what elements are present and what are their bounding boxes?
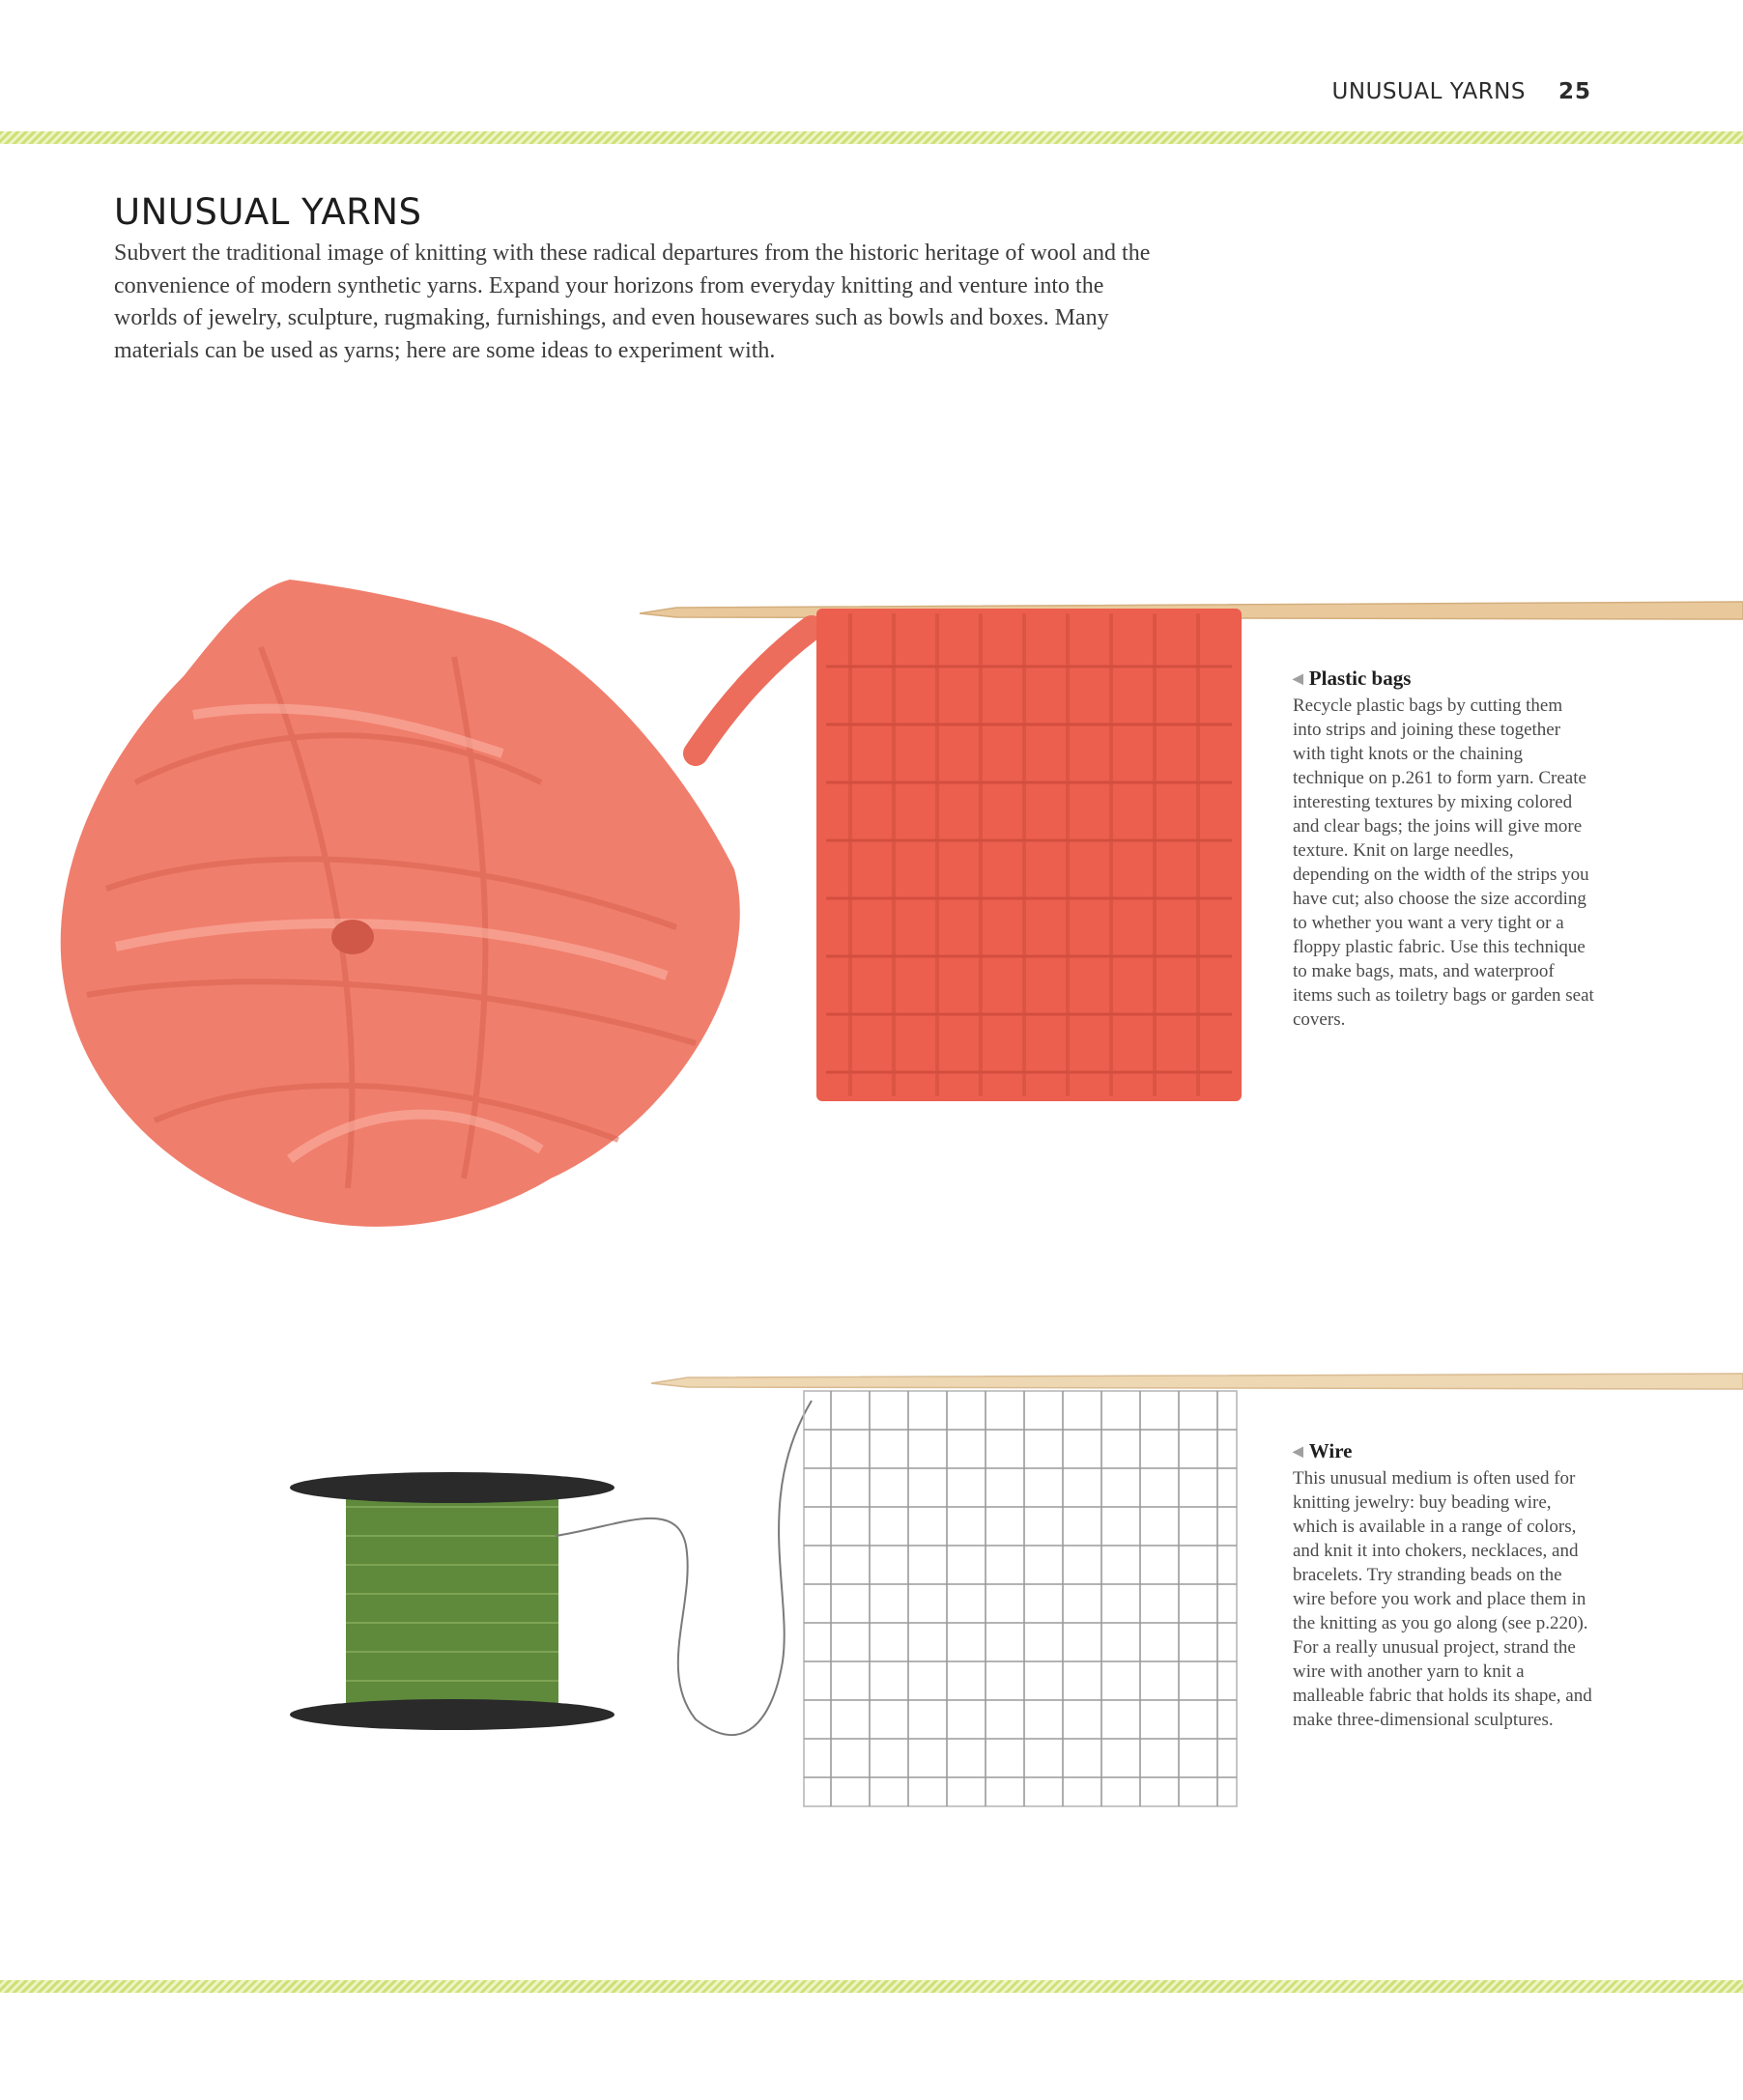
caption-body: Recycle plastic bags by cutting them into strips and joining these together with tight knots or the chaining technique on p.261 to form yarn. Create interesting textures by mixing colored and clear bags; the joins will give more texture. Knit on large needles, depending on the width of the strips you have cut; also choose the size according to whether you want a very tight or a floppy plastic fabric. Use this technique to make bags, mats, and waterproof items such as toiletry bags or garden seat covers.: [1293, 695, 1594, 1030]
running-head: [1332, 79, 1591, 104]
plastic-yarn-ball: [61, 580, 740, 1227]
page-number: 25: [1557, 79, 1591, 104]
left-triangle-icon: ◀: [1293, 672, 1303, 687]
plastic-strand: [696, 628, 812, 753]
page-title: UNUSUAL YARNS: [114, 191, 422, 233]
wire-spool: [290, 1472, 614, 1730]
plastic-knit-swatch: [816, 609, 1242, 1101]
wire-knit-swatch: [804, 1391, 1237, 1806]
loose-wire: [556, 1401, 812, 1735]
caption-wire: [1293, 1437, 1594, 1732]
caption-heading: [1293, 1437, 1594, 1466]
left-triangle-icon: ◀: [1293, 1445, 1303, 1460]
caption-heading-text: Wire: [1308, 1439, 1353, 1462]
caption-heading-text: Plastic bags: [1308, 667, 1412, 690]
running-head-section: UNUSUAL YARNS: [1331, 79, 1526, 104]
knitting-needle: [651, 1374, 1743, 1389]
top-rule: [0, 131, 1743, 144]
caption-heading: [1293, 665, 1594, 694]
caption-plastic-bags: [1293, 665, 1594, 1032]
bottom-rule: [0, 1980, 1743, 1993]
intro-paragraph: Subvert the traditional image of knitting with these radical departures from the historic heritage of wool and the convenience of modern synthetic yarns. Expand your horizons from everyday knitting and venture into the worlds of jewelry, sculpture, rugmaking, furnishings, and even housewares such as bowls and boxes. Many materials can be used as yarns; here are some ideas to experiment with.: [114, 241, 1151, 363]
caption-body: This unusual medium is often used for knitting jewelry: buy beading wire, which is available in a range of colors, and knit it into chokers, necklaces, and bracelets. Try stranding beads on the wire before you work and place them in the knitting as you go along (see p.220). For a really unusual project, strand the wire with another yarn to knit a malleable fabric that holds its shape, and make three-dimensional sculptures.: [1293, 1468, 1592, 1730]
